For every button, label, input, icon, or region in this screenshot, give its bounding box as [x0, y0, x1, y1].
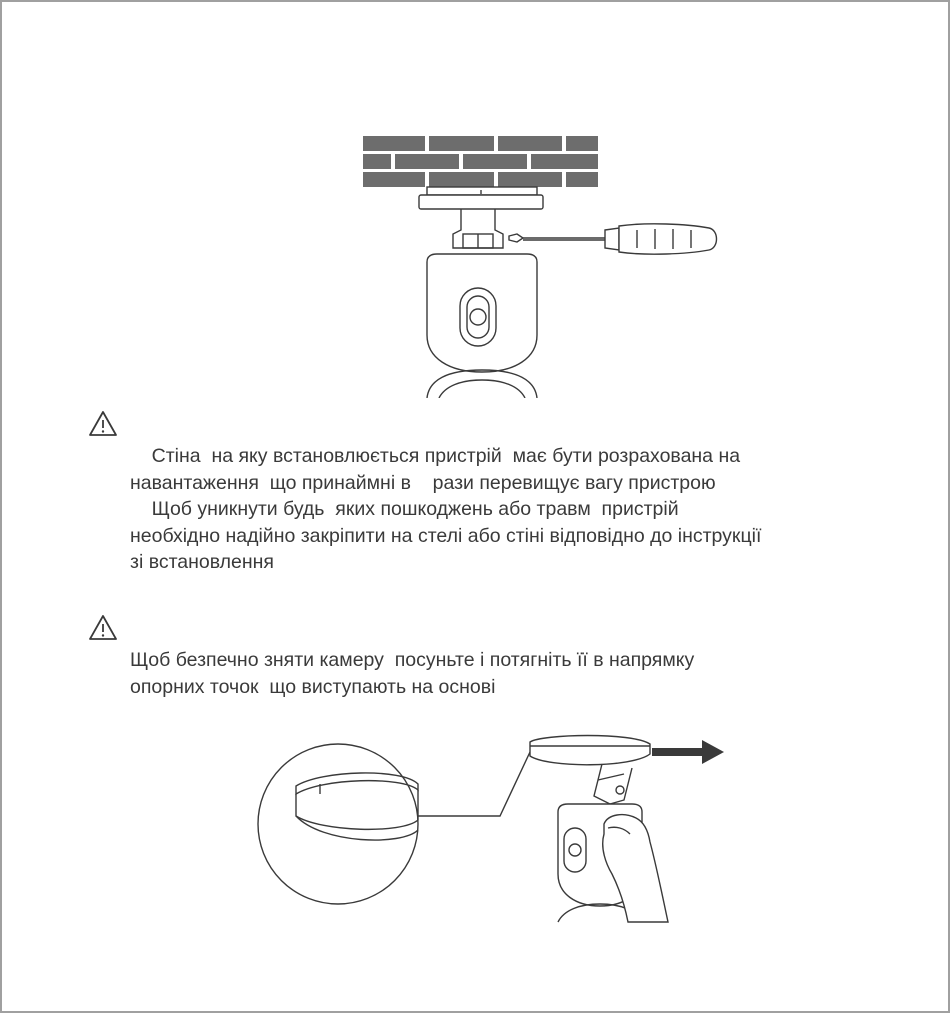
text-line: Щоб уникнути будь яких пошкоджень або травм пристрій [130, 498, 679, 520]
text-line: Щоб безпечно зняти камеру посуньте і потягніть її в напрямку [130, 649, 695, 671]
arrow-right-icon [652, 740, 724, 764]
warning-triangle-icon [88, 614, 118, 642]
text-line: навантаження що принаймні в рази перевищує вагу пристрою [130, 471, 716, 494]
mount-base-icon [530, 736, 650, 805]
warning-text-removal [130, 647, 890, 700]
text-line: зі встановлення [130, 551, 274, 573]
warning-text-mounting [130, 443, 890, 576]
brick-wall-icon [363, 136, 598, 187]
camera-body-icon [427, 254, 537, 398]
hand-icon [603, 815, 668, 922]
screwdriver-icon [509, 224, 717, 254]
text-line: Стіна на яку встановлюється пристрій має бути розрахована на [130, 445, 741, 467]
text-line: необхідно надійно закріпити на стелі або стіні відповідно до інструкції [130, 524, 762, 547]
camera-removal-illustration [252, 724, 732, 924]
text-line: опорних точок що виступають на основі [130, 675, 496, 698]
warning-triangle-icon [88, 410, 118, 438]
mount-base-icon [419, 187, 543, 248]
zoom-circle-icon [258, 744, 530, 904]
wall-mount-illustration [357, 130, 727, 398]
